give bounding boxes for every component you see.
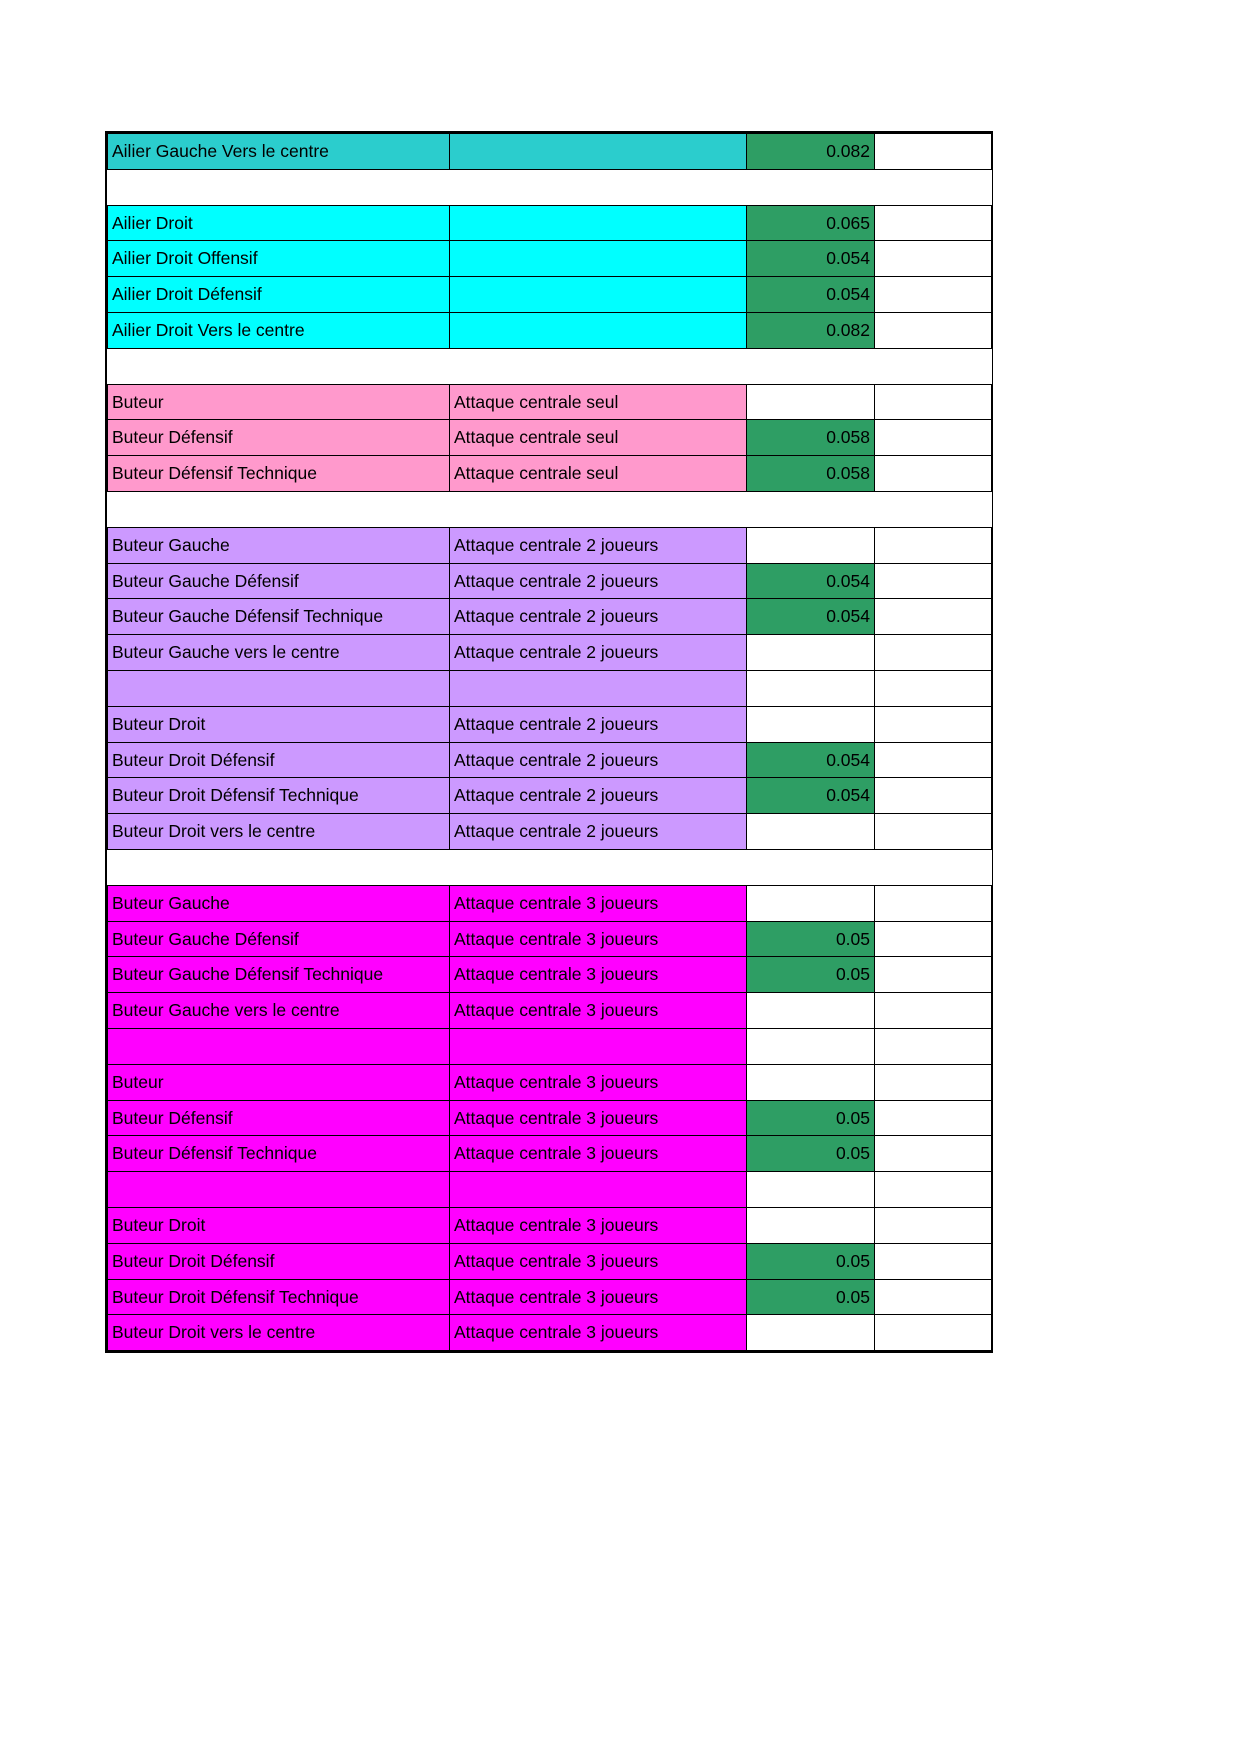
cell-extra[interactable] xyxy=(875,205,992,241)
cell-role[interactable]: Buteur Défensif Technique xyxy=(108,1136,450,1172)
cell-situation[interactable]: Attaque centrale 3 joueurs xyxy=(450,1243,747,1279)
cell-extra[interactable] xyxy=(875,1207,992,1243)
cell-value[interactable]: 0.054 xyxy=(747,277,875,313)
cell-value[interactable]: 0.058 xyxy=(747,456,875,492)
cell-extra[interactable] xyxy=(875,635,992,671)
cell-role[interactable]: Buteur Gauche vers le centre xyxy=(108,993,450,1029)
table-row[interactable] xyxy=(108,1028,992,1064)
cell-situation[interactable]: Attaque centrale 2 joueurs xyxy=(450,814,747,850)
cell-extra[interactable] xyxy=(875,885,992,921)
cell-value[interactable]: 0.05 xyxy=(747,921,875,957)
table-row[interactable] xyxy=(108,635,992,671)
cell-value[interactable]: 0.054 xyxy=(747,563,875,599)
cell-situation[interactable]: Attaque centrale 2 joueurs xyxy=(450,599,747,635)
cell-situation[interactable] xyxy=(450,205,747,241)
table-row[interactable] xyxy=(108,563,992,599)
cell-situation[interactable]: Attaque centrale 2 joueurs xyxy=(450,706,747,742)
cell-value[interactable] xyxy=(747,527,875,563)
cell-extra[interactable] xyxy=(875,1279,992,1315)
table-row[interactable] xyxy=(108,277,992,313)
cell-situation[interactable]: Attaque centrale 3 joueurs xyxy=(450,1207,747,1243)
cell-role[interactable]: Buteur Gauche xyxy=(108,527,450,563)
table-row[interactable] xyxy=(108,1243,992,1279)
cell-role[interactable]: Buteur Droit vers le centre xyxy=(108,814,450,850)
cell-role[interactable]: Buteur Droit Défensif xyxy=(108,742,450,778)
cell-situation[interactable]: Attaque centrale 3 joueurs xyxy=(450,921,747,957)
cell-situation[interactable]: Attaque centrale 2 joueurs xyxy=(450,778,747,814)
table-row[interactable] xyxy=(108,241,992,277)
table-row[interactable] xyxy=(108,742,992,778)
table-row[interactable] xyxy=(108,1100,992,1136)
cell-situation[interactable] xyxy=(450,241,747,277)
cell-extra[interactable] xyxy=(875,814,992,850)
cell-value[interactable] xyxy=(747,1064,875,1100)
cell-extra[interactable] xyxy=(875,241,992,277)
cell-value[interactable]: 0.05 xyxy=(747,957,875,993)
cell-extra[interactable] xyxy=(875,420,992,456)
table-row[interactable] xyxy=(108,885,992,921)
data-grid xyxy=(107,133,992,1351)
cell-role[interactable] xyxy=(108,670,450,706)
cell-situation[interactable]: Attaque centrale 3 joueurs xyxy=(450,1315,747,1351)
cell-role[interactable]: Buteur Défensif Technique xyxy=(108,456,450,492)
cell-situation[interactable]: Attaque centrale 2 joueurs xyxy=(450,742,747,778)
cell-value[interactable]: 0.082 xyxy=(747,134,875,170)
cell-value[interactable]: 0.05 xyxy=(747,1100,875,1136)
spacer-row xyxy=(108,169,992,205)
table-row[interactable] xyxy=(108,1315,992,1351)
spreadsheet-table xyxy=(105,131,993,1353)
cell-extra[interactable] xyxy=(875,527,992,563)
cell-role[interactable]: Ailier Droit Défensif xyxy=(108,277,450,313)
cell-role[interactable]: Buteur Droit xyxy=(108,706,450,742)
cell-value[interactable] xyxy=(747,814,875,850)
cell-extra[interactable] xyxy=(875,1028,992,1064)
table-row[interactable] xyxy=(108,778,992,814)
cell-role[interactable]: Ailier Gauche Vers le centre xyxy=(108,134,450,170)
cell-role[interactable]: Buteur Défensif xyxy=(108,420,450,456)
cell-role[interactable]: Ailier Droit xyxy=(108,205,450,241)
spacer-cell xyxy=(108,491,992,527)
cell-role[interactable]: Buteur xyxy=(108,1064,450,1100)
cell-extra[interactable] xyxy=(875,456,992,492)
cell-role[interactable]: Buteur Gauche Défensif xyxy=(108,563,450,599)
cell-extra[interactable] xyxy=(875,1243,992,1279)
cell-role[interactable]: Buteur Défensif xyxy=(108,1100,450,1136)
cell-extra[interactable] xyxy=(875,134,992,170)
cell-extra[interactable] xyxy=(875,706,992,742)
cell-situation[interactable]: Attaque centrale 3 joueurs xyxy=(450,1100,747,1136)
spacer-cell xyxy=(108,348,992,384)
cell-role[interactable]: Ailier Droit Vers le centre xyxy=(108,312,450,348)
cell-role[interactable]: Buteur Droit Défensif xyxy=(108,1243,450,1279)
cell-situation[interactable]: Attaque centrale 2 joueurs xyxy=(450,635,747,671)
table-row[interactable] xyxy=(108,420,992,456)
cell-value[interactable] xyxy=(747,670,875,706)
cell-value[interactable] xyxy=(747,1172,875,1208)
table-row[interactable] xyxy=(108,921,992,957)
cell-value[interactable]: 0.054 xyxy=(747,742,875,778)
table-row[interactable] xyxy=(108,670,992,706)
cell-role[interactable]: Buteur Droit vers le centre xyxy=(108,1315,450,1351)
cell-extra[interactable] xyxy=(875,1172,992,1208)
cell-value[interactable]: 0.065 xyxy=(747,205,875,241)
cell-value[interactable]: 0.054 xyxy=(747,778,875,814)
cell-extra[interactable] xyxy=(875,993,992,1029)
cell-extra[interactable] xyxy=(875,670,992,706)
cell-extra[interactable] xyxy=(875,1064,992,1100)
table-row[interactable] xyxy=(108,384,992,420)
cell-value[interactable] xyxy=(747,1315,875,1351)
cell-value[interactable] xyxy=(747,885,875,921)
cell-role[interactable]: Buteur Gauche Défensif Technique xyxy=(108,957,450,993)
table-row[interactable] xyxy=(108,957,992,993)
cell-value[interactable] xyxy=(747,635,875,671)
cell-extra[interactable] xyxy=(875,957,992,993)
cell-role[interactable]: Buteur Gauche vers le centre xyxy=(108,635,450,671)
cell-extra[interactable] xyxy=(875,277,992,313)
cell-value[interactable] xyxy=(747,706,875,742)
table-row[interactable] xyxy=(108,706,992,742)
cell-situation[interactable] xyxy=(450,1172,747,1208)
cell-role[interactable]: Buteur Droit Défensif Technique xyxy=(108,1279,450,1315)
table-row[interactable] xyxy=(108,1064,992,1100)
cell-role[interactable]: Buteur Gauche xyxy=(108,885,450,921)
cell-situation[interactable]: Attaque centrale seul xyxy=(450,384,747,420)
cell-role[interactable]: Buteur Gauche Défensif Technique xyxy=(108,599,450,635)
cell-value[interactable]: 0.058 xyxy=(747,420,875,456)
spacer-cell xyxy=(108,169,992,205)
cell-extra[interactable] xyxy=(875,599,992,635)
cell-situation[interactable]: Attaque centrale 3 joueurs xyxy=(450,1136,747,1172)
cell-situation[interactable]: Attaque centrale 3 joueurs xyxy=(450,1279,747,1315)
cell-extra[interactable] xyxy=(875,312,992,348)
cell-role[interactable]: Buteur xyxy=(108,384,450,420)
cell-situation[interactable]: Attaque centrale 3 joueurs xyxy=(450,1064,747,1100)
cell-extra[interactable] xyxy=(875,1315,992,1351)
cell-situation[interactable] xyxy=(450,312,747,348)
spacer-row xyxy=(108,491,992,527)
cell-role[interactable]: Buteur Droit xyxy=(108,1207,450,1243)
cell-situation[interactable] xyxy=(450,134,747,170)
spacer-row xyxy=(108,849,992,885)
table-row[interactable] xyxy=(108,814,992,850)
cell-role[interactable] xyxy=(108,1172,450,1208)
cell-value[interactable]: 0.05 xyxy=(747,1279,875,1315)
spacer-cell xyxy=(108,849,992,885)
cell-value[interactable] xyxy=(747,384,875,420)
cell-extra[interactable] xyxy=(875,1136,992,1172)
cell-situation[interactable]: Attaque centrale 2 joueurs xyxy=(450,563,747,599)
cell-value[interactable] xyxy=(747,1028,875,1064)
table-row[interactable] xyxy=(108,456,992,492)
table-row[interactable] xyxy=(108,134,992,170)
table-row[interactable] xyxy=(108,1279,992,1315)
table-row[interactable] xyxy=(108,205,992,241)
cell-situation[interactable]: Attaque centrale 3 joueurs xyxy=(450,957,747,993)
cell-situation[interactable]: Attaque centrale seul xyxy=(450,420,747,456)
cell-value[interactable]: 0.054 xyxy=(747,241,875,277)
cell-extra[interactable] xyxy=(875,778,992,814)
cell-extra[interactable] xyxy=(875,563,992,599)
spacer-row xyxy=(108,348,992,384)
cell-extra[interactable] xyxy=(875,384,992,420)
table-row[interactable] xyxy=(108,312,992,348)
cell-value[interactable]: 0.082 xyxy=(747,312,875,348)
cell-value[interactable] xyxy=(747,1207,875,1243)
table-row[interactable] xyxy=(108,599,992,635)
cell-situation[interactable]: Attaque centrale 2 joueurs xyxy=(450,527,747,563)
cell-extra[interactable] xyxy=(875,742,992,778)
cell-situation[interactable]: Attaque centrale seul xyxy=(450,456,747,492)
table-row[interactable] xyxy=(108,1172,992,1208)
table-row[interactable] xyxy=(108,1136,992,1172)
cell-situation[interactable]: Attaque centrale 3 joueurs xyxy=(450,885,747,921)
cell-value[interactable]: 0.054 xyxy=(747,599,875,635)
cell-situation[interactable] xyxy=(450,1028,747,1064)
cell-situation[interactable] xyxy=(450,670,747,706)
table-row[interactable] xyxy=(108,993,992,1029)
cell-value[interactable] xyxy=(747,993,875,1029)
cell-extra[interactable] xyxy=(875,1100,992,1136)
cell-extra[interactable] xyxy=(875,921,992,957)
table-row[interactable] xyxy=(108,527,992,563)
cell-role[interactable] xyxy=(108,1028,450,1064)
table-row[interactable] xyxy=(108,1207,992,1243)
cell-value[interactable]: 0.05 xyxy=(747,1243,875,1279)
cell-role[interactable]: Buteur Gauche Défensif xyxy=(108,921,450,957)
cell-situation[interactable]: Attaque centrale 3 joueurs xyxy=(450,993,747,1029)
cell-role[interactable]: Ailier Droit Offensif xyxy=(108,241,450,277)
cell-role[interactable]: Buteur Droit Défensif Technique xyxy=(108,778,450,814)
cell-situation[interactable] xyxy=(450,277,747,313)
cell-value[interactable]: 0.05 xyxy=(747,1136,875,1172)
